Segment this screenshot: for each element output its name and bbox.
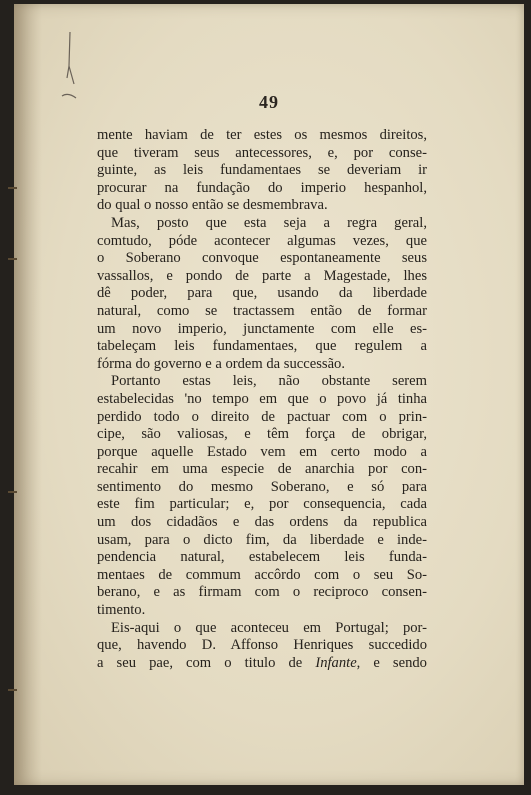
text-line: este fim particular; e, por consequencia, cada	[97, 496, 427, 513]
text-line: timento.	[97, 602, 146, 619]
text-line: Mas, posto que esta seja a regra geral,	[111, 214, 427, 231]
text-line: usam, para o dicto fim, da liberdade e inde-	[97, 531, 427, 548]
binding-stitch-middle	[8, 258, 17, 260]
text-line: fórma do governo e a ordem da successão.	[97, 355, 346, 372]
text-line: mente haviam de ter estes os mesmos direitos,	[97, 127, 427, 143]
text-line: cipe, são valiosas, e têm força de obrigar,	[97, 426, 427, 443]
text-line: natural, como se tractassem então de formar	[97, 302, 427, 319]
text-line: o Soberano convoque espontaneamente seus	[97, 250, 427, 267]
text-line: Portanto estas leis, não obstante serem	[111, 373, 427, 390]
text-line: perdido todo o direito de pactuar com o prin-	[97, 408, 427, 425]
text-line: vassallos, e pondo de parte a Magestade, lhes	[97, 267, 427, 284]
text-line: tabeleçam leis fundamentaes, que regulem a	[97, 338, 427, 355]
text-line: guinte, as leis fundamentaes se deveriam ir	[97, 162, 427, 179]
text-line: comtudo, póde acontecer algumas vezes, que	[97, 232, 427, 249]
text-line: um dos cidadãos e das ordens da republica	[97, 514, 427, 531]
body-text	[97, 127, 427, 672]
text-line: recahir em uma especie de anarchia por con-	[97, 461, 427, 478]
binding-stitch-lower	[8, 491, 17, 493]
text-line: do qual o nosso então se desmembrava.	[97, 197, 328, 214]
page-number: 49	[259, 92, 279, 112]
text-line: um novo imperio, junctamente com elle es-	[97, 320, 427, 337]
binding-stitch-bottom	[8, 689, 17, 691]
text-line: porque aquelle Estado vem em certo modo a	[97, 443, 427, 460]
page-gutter-shadow	[14, 4, 42, 785]
italic-word: Infante	[315, 654, 357, 671]
text-line: que, havendo D. Affonso Henriques succedido	[97, 637, 427, 654]
binding-stitch-top	[8, 187, 17, 189]
text-line: dê poder, para que, usando da liberdade	[97, 285, 427, 302]
text-line: sentimento do mesmo Soberano, e só para	[97, 478, 427, 495]
text-line: que tiveram seus antecessores, e, por conse-	[97, 144, 427, 161]
text-line: estabelecidas 'no tempo em que o povo já tinha	[97, 390, 427, 407]
text-line: mentaes de commum accôrdo com o seu So-	[97, 566, 427, 583]
text-line: Eis-aqui o que aconteceu em Portugal; por-	[111, 619, 427, 636]
text-line: pendencia natural, estabelecem leis funda-	[97, 549, 427, 566]
book-page	[14, 4, 524, 785]
text-line: a seu pae, com o titulo de Infante, e sendo	[97, 654, 427, 671]
text-line: procurar na fundação do imperio hespanhol,	[97, 179, 427, 196]
text-line: berano, e as firmam com o reciproco consen-	[97, 584, 427, 601]
